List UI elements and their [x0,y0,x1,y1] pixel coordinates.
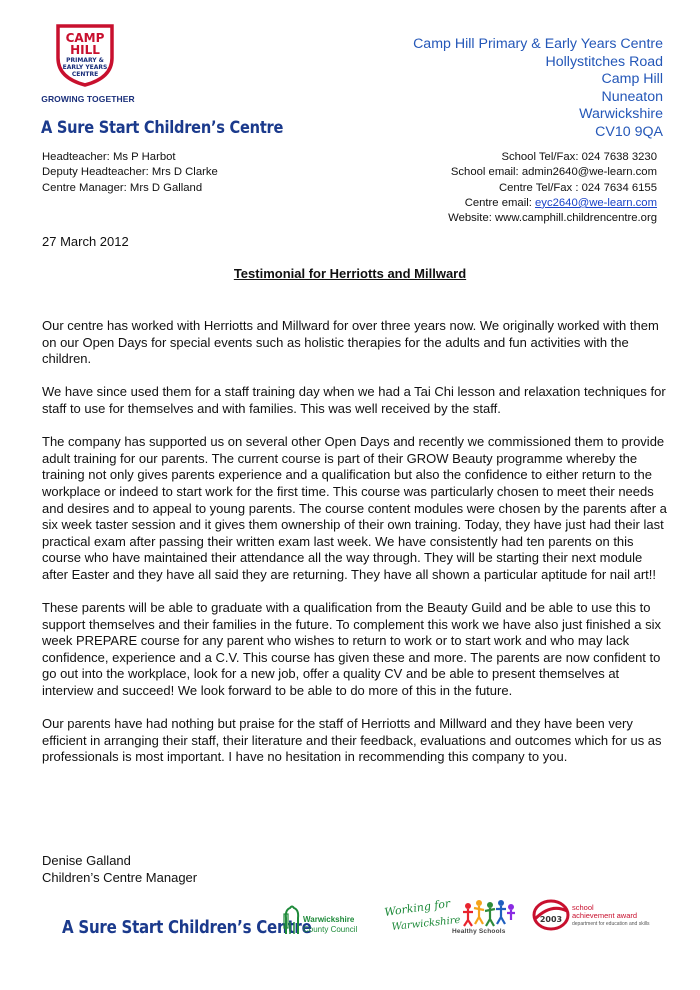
address-line: Warwickshire [579,106,663,123]
wfw-line-2: Warwickshire [391,914,461,933]
sure-start-heading: A Sure Start Children’s Centre [41,118,284,138]
address-line: Hollystitches Road [545,53,663,70]
healthy-schools-logo: Healthy Schools [452,928,506,935]
award-line-3: department for education and skills [572,921,650,928]
address-line: CV10 9QA [595,123,663,140]
working-for-warwickshire-logo [382,896,461,937]
warwickshire-county-council-logo [303,915,357,934]
healthy-schools-figures-icon [460,898,516,928]
signatory-name: Denise Galland [42,853,131,868]
shield-icon [52,22,118,88]
centre-email-row [448,196,657,211]
deputy-headteacher: Deputy Headteacher: Mrs D Clarke [42,166,218,179]
award-year: 2003 [539,915,563,924]
wfw-line-1: Working for [383,896,451,919]
staff-list [42,150,218,196]
award-line-1: school [572,903,594,912]
body-paragraph: These parents will be able to graduate with a qualification from the Beauty Guild and be able to use this to support themselves and their families in the future. To complement this work we have also just finished a six week PREPARE course for any parent who wishes to return to work or to start work and who may lack confidence, experience and a C.V. This course has given these and more. The parents are now confident to go out into the workplace, look for a new job, offer a quality CV and be able to present themselves at interview and succeed! We look forward to be able to do more of this in the future. [42,600,662,699]
centre-manager: Centre Manager: Mrs D Galland [42,181,203,194]
warwickshire-bear-icon [282,904,302,936]
address-line: Camp Hill Primary & Early Years Centre [413,36,663,52]
signature-block [42,852,197,886]
letter-date: 27 March 2012 [42,234,129,249]
signatory-title: Children’s Centre Manager [42,870,198,885]
logo-line-1: CAMP [65,31,105,45]
letter-subject: Testimonial for Herriotts and Millward [233,266,467,281]
wcc-line-2: County Council [303,924,358,934]
centre-email-link[interactable]: eyc2640@we-learn.com [535,196,657,209]
centre-email-label: Centre email: [464,196,536,209]
address-line: Nuneaton [601,88,663,105]
footer-sure-start: A Sure Start Children’s Centre [62,918,312,938]
logo-tagline: GROWING TOGETHER [41,94,135,104]
logo-line-4: EARLY YEARS [62,64,108,71]
award-line-2: achievement award [572,911,638,921]
wcc-line-1: Warwickshire [303,915,355,924]
website: Website: www.camphill.childrencentre.org [448,212,657,225]
logo-line-3: PRIMARY & [66,57,104,64]
body-paragraph: Our centre has worked with Herriotts and Millward for over three years now. We originally worked with them on our Open Days for special events such as holistic therapies for the adults and fun activities with the children. [42,318,659,367]
school-address [413,36,663,142]
school-email: School email: admin2640@we-learn.com [450,166,657,179]
headteacher: Headteacher: Ms P Harbot [42,151,176,163]
contact-details [448,150,657,226]
logo-line-2: HILL [70,43,100,57]
school-achievement-award-icon [531,897,571,933]
body-paragraph: The company has supported us on several other Open Days and recently we commissioned them to provide adult training for our parents. The current course is part of their GROW Beauty programme whereby the training not only gives parents experience and a qualification but also the confidence to either return to the workplace or indeed to start work for the first time. This course was particularly chosen to meet their needs and desires and to appeal to young parents. The course content modules were chosen by the parents after a six week taster session and it gives them ownership of their own training. Today, they have just had their last practical exam after passing their written exam last week. We have consistently had ten parents on this course who have maintained their attendance all the way through. They will be starting their next module after Easter and they have all said they are returning. They have all shown a particular aptitude for nail art!! [42,434,667,582]
logo-line-5: CENTRE [71,71,99,78]
camp-hill-logo [38,22,148,104]
centre-tel: Centre Tel/Fax : 024 7634 6155 [498,181,657,194]
address-line: Camp Hill [601,71,663,88]
body-paragraph: We have since used them for a staff training day when we had a Tai Chi lesson and relaxation techniques for staff to use for themselves and with families. This was well received by the staff. [42,384,666,416]
body-paragraph: Our parents have had nothing but praise for the staff of Herriotts and Millward and they have been very efficient in arranging their staff, their literature and their feedback, evaluations and outcomes which for us as professionals is most important. I have no hesitation in recommending this company to you. [42,716,662,765]
letter-body [42,318,667,783]
school-achievement-award-logo [572,904,650,929]
school-tel: School Tel/Fax: 024 7638 3230 [501,151,657,163]
